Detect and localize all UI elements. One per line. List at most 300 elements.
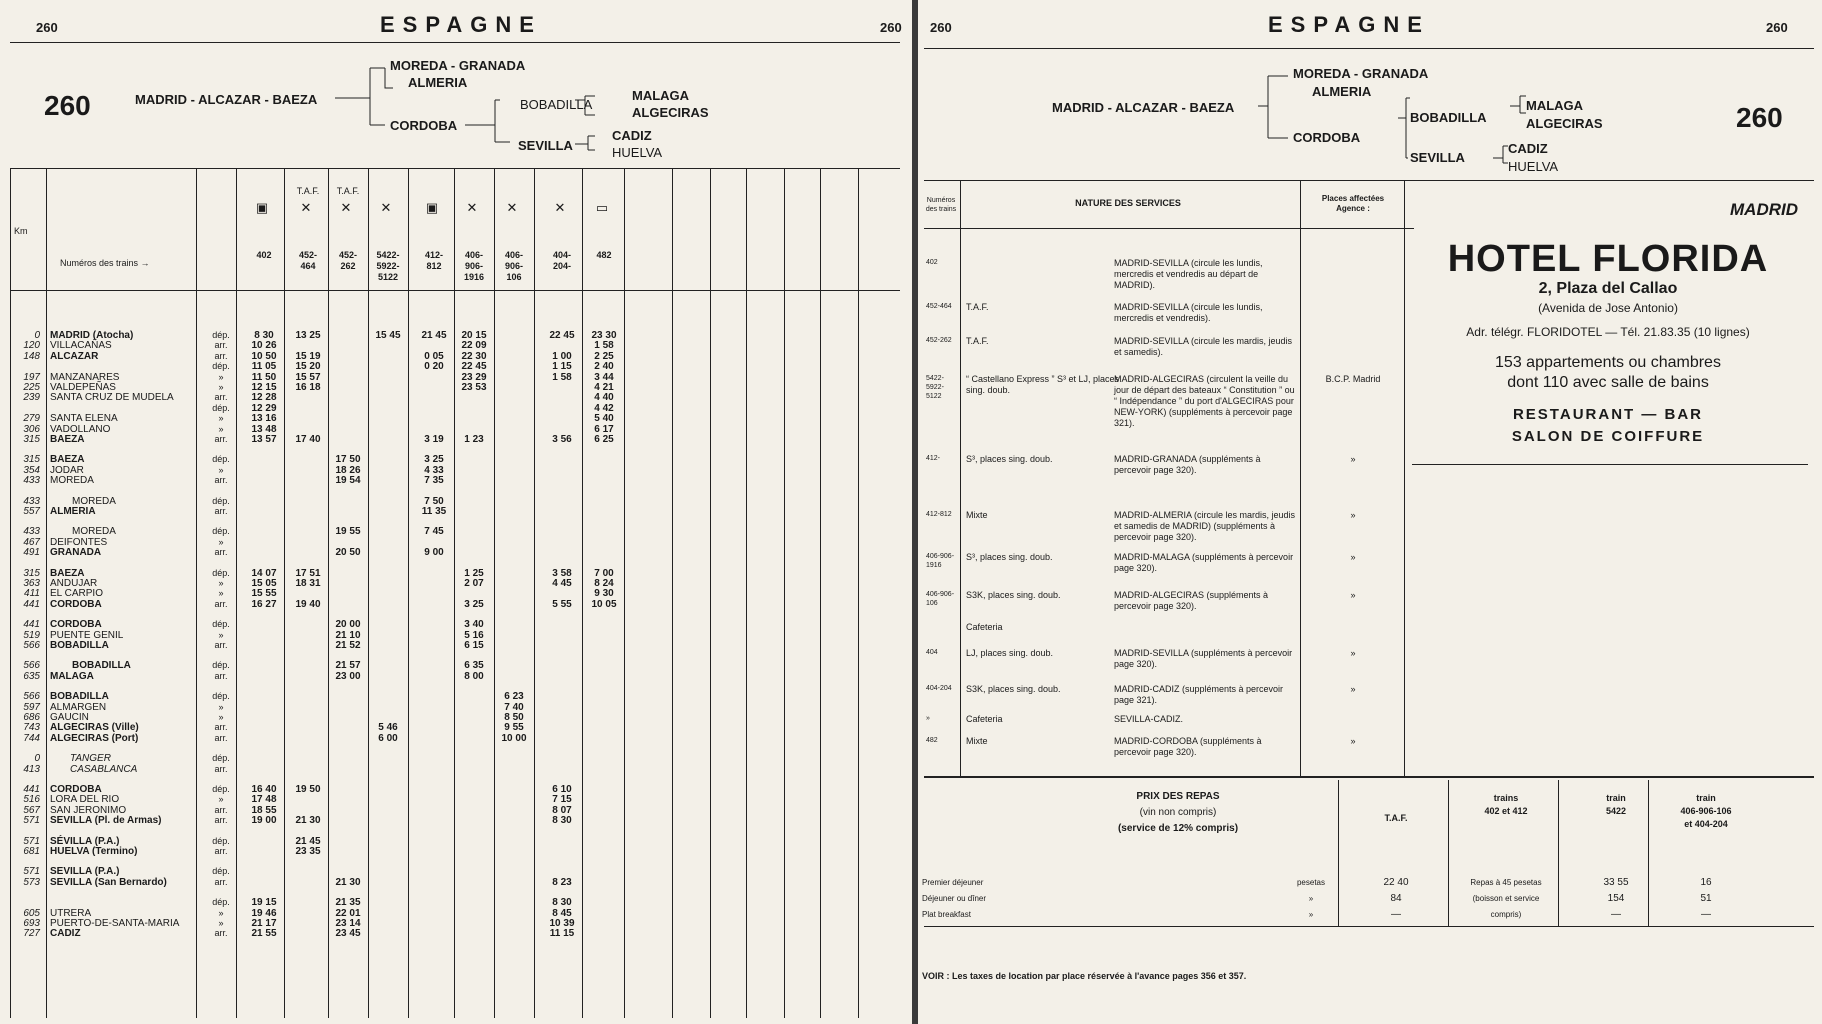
train-time: 12 28 — [251, 392, 277, 404]
table-row — [0, 568, 900, 579]
train-time: 21 35 — [335, 897, 361, 909]
dep-arr: dép. — [212, 330, 230, 340]
km-value: 239 — [23, 392, 40, 404]
km-value: 0 — [34, 753, 40, 765]
station-name: CORDOBA — [50, 784, 102, 795]
station-name: MALAGA — [50, 670, 94, 682]
train-number: 406- 906- 106 — [504, 250, 523, 282]
km-value: 315 — [23, 434, 40, 445]
km-value: 566 — [23, 660, 40, 672]
km-value: 743 — [23, 722, 40, 734]
page-number-left: 260 — [930, 20, 952, 35]
service-train-number: 412-812 — [926, 511, 952, 518]
train-time: 9 30 — [594, 588, 614, 600]
dep-arr: arr. — [214, 732, 228, 743]
col-nature: NATURE DES SERVICES — [1075, 198, 1181, 208]
station-name: PUENTE GENIL — [50, 629, 124, 641]
table-row — [0, 465, 900, 476]
dep-arr: dép. — [212, 402, 230, 413]
dep-arr: dép. — [212, 454, 230, 465]
km-value: 686 — [23, 712, 40, 723]
service-kind: S3K, places sing. doub. — [966, 590, 1061, 600]
dep-arr: dép. — [212, 567, 230, 578]
dep-arr: » — [218, 371, 224, 382]
dep-arr: dép. — [212, 784, 230, 794]
train-number: 482 — [596, 250, 612, 260]
table-row — [0, 764, 900, 775]
station-name: GAUCIN — [50, 712, 89, 723]
train-time: 21 55 — [251, 928, 277, 940]
table-row — [0, 712, 900, 723]
route-almeria: ALMERIA — [408, 75, 468, 90]
train-time: 10 00 — [501, 732, 527, 744]
service-description: SEVILLA-CADIZ. — [1114, 714, 1184, 724]
table-row — [0, 382, 900, 393]
train-time: 18 31 — [295, 578, 321, 589]
train-number: 402 — [256, 250, 272, 260]
dep-arr: dép. — [212, 526, 230, 537]
train-time: 3 56 — [552, 434, 572, 445]
train-time: 15 05 — [251, 578, 277, 589]
station-name: CASABLANCA — [70, 763, 138, 775]
route-algeciras: ALGECIRAS — [632, 105, 709, 120]
train-number: 412- 812 — [424, 250, 443, 271]
station-name: CORDOBA — [50, 619, 102, 631]
train-time: 19 40 — [295, 598, 321, 610]
service-places: » — [1350, 736, 1356, 746]
station-name: VILLACAÑAS — [50, 340, 112, 352]
station-name: ALMARGEN — [50, 701, 107, 713]
station-name: VALDEPEÑAS — [50, 382, 116, 393]
train-time: 7 00 — [594, 567, 614, 579]
dep-arr: » — [218, 918, 224, 928]
train-time: 1 00 — [552, 350, 572, 362]
km-value: 225 — [23, 382, 40, 393]
meal-row-unit: pesetas — [1296, 878, 1326, 887]
train-time: 3 58 — [552, 567, 572, 579]
train-time: 15 57 — [295, 371, 321, 383]
route-malaga: MALAGA — [1526, 98, 1584, 113]
train-time: 1 58 — [594, 340, 614, 352]
dep-arr: dép. — [212, 361, 230, 372]
train-time: 6 23 — [504, 691, 524, 703]
service-kind: Mixte — [966, 510, 988, 520]
header-rule — [10, 42, 900, 43]
meals-note: VOIR : Les taxes de location par place réservée à l'avance pages 356 et 357. — [922, 971, 1247, 981]
train-time: 21 17 — [251, 918, 277, 929]
table-row — [0, 403, 900, 414]
train-time: 8 45 — [552, 907, 572, 919]
train-time: 13 57 — [251, 434, 277, 445]
train-time: 5 40 — [594, 413, 614, 425]
dep-arr: » — [218, 907, 224, 918]
km-value: 306 — [23, 423, 40, 435]
km-value: 197 — [23, 371, 40, 383]
train-time: 23 00 — [335, 670, 361, 682]
dep-arr: arr. — [214, 815, 228, 826]
train-time: 9 00 — [424, 547, 444, 559]
dep-arr: dép. — [212, 897, 230, 908]
dep-arr: arr. — [214, 475, 228, 486]
station-name: JODAR — [50, 464, 84, 476]
meal-price: Repas à 45 pesetas — [1470, 878, 1542, 887]
service-train-number: 452-464 — [926, 303, 952, 310]
table-row — [0, 578, 900, 589]
km-value: 411 — [24, 588, 40, 600]
train-number: 404- 204- — [552, 250, 571, 271]
train-numbers-label: Numéros des trains → — [60, 258, 150, 268]
station-name: BOBADILLA — [50, 640, 109, 651]
service-places: » — [1350, 590, 1356, 600]
service-train-number: 452-262 — [926, 337, 952, 344]
meal-price: compris) — [1490, 910, 1522, 919]
table-row — [0, 815, 900, 826]
meal-price: — — [1611, 909, 1621, 920]
train-time: 6 10 — [552, 784, 572, 795]
train-time: 19 00 — [251, 815, 277, 827]
route-bobadilla: BOBADILLA — [520, 97, 593, 112]
service-description: MADRID-MALAGA (suppléments à percevoir page 320). — [1114, 552, 1294, 573]
taf-label: T.A.F. — [336, 186, 360, 196]
station-name: BOBADILLA — [50, 691, 109, 703]
route-main: MADRID - ALCAZAR - BAEZA — [135, 92, 318, 107]
station-name: ALGECIRAS (Ville) — [50, 722, 139, 734]
train-time: 17 50 — [335, 454, 361, 466]
service-places: » — [1350, 454, 1356, 464]
train-time: 3 44 — [594, 371, 614, 383]
dep-arr: » — [218, 413, 224, 424]
dep-arr: » — [218, 423, 224, 434]
meal-service-icon: ✕ — [300, 200, 312, 215]
station-name: EL CARPIO — [50, 588, 103, 600]
train-time: 0 05 — [424, 350, 444, 362]
train-time: 7 40 — [504, 701, 524, 713]
service-train-number: 482 — [926, 737, 938, 744]
km-value: 571 — [23, 835, 40, 847]
table-row — [0, 599, 900, 610]
train-time: 7 45 — [424, 526, 444, 538]
train-time: 7 35 — [424, 475, 444, 487]
train-time: 8 07 — [552, 804, 572, 816]
service-description: MADRID-SEVILLA (circule les lundis, mercredis et vendredis). — [1114, 302, 1263, 323]
station-name: LORA DEL RIO — [50, 794, 120, 806]
dep-arr: » — [218, 536, 224, 547]
km-value: 571 — [23, 815, 40, 827]
train-number: 452- 262 — [338, 250, 357, 271]
train-time: 8 23 — [552, 876, 572, 888]
train-time: 6 25 — [594, 434, 614, 445]
table-row — [0, 506, 900, 517]
page-number: 260 — [36, 20, 58, 35]
km-value: 566 — [23, 691, 40, 703]
dep-arr: arr. — [214, 350, 228, 361]
meal-service-icon: ✕ — [340, 200, 352, 215]
table-row — [0, 640, 900, 651]
station-name: ALCAZAR — [50, 350, 99, 362]
train-time: 12 29 — [251, 402, 277, 414]
meal-service-icon: ✕ — [380, 200, 392, 215]
meal-price: — — [1701, 909, 1711, 920]
station-name: SAN JERONIMO — [50, 804, 127, 816]
meal-price: (boisson et service — [1472, 894, 1540, 903]
route-algeciras: ALGECIRAS — [1526, 116, 1603, 131]
station-name: ANDUJAR — [50, 578, 98, 589]
route-malaga: MALAGA — [632, 88, 690, 103]
train-time: 8 24 — [594, 578, 614, 589]
km-value: 467 — [23, 536, 40, 548]
service-train-number: 406-906-1916 — [926, 553, 955, 569]
train-time: 21 30 — [335, 876, 361, 888]
meal-row-label: Premier déjeuner — [922, 878, 984, 887]
table-row — [0, 897, 900, 908]
route-bracket-lines — [1258, 68, 1538, 168]
train-time: 17 51 — [295, 567, 321, 579]
train-time: 16 40 — [251, 784, 277, 795]
meal-price: 154 — [1607, 893, 1625, 904]
table-row — [0, 392, 900, 403]
dep-arr: arr. — [214, 804, 228, 815]
meal-price: 16 — [1700, 877, 1712, 888]
km-value: 597 — [23, 701, 40, 713]
table-row — [0, 526, 900, 537]
train-time: 13 25 — [295, 330, 321, 341]
train-time: 4 42 — [594, 402, 614, 414]
country-title: ESPAGNE — [380, 12, 542, 37]
hotel-address2: (Avenida de Jose Antonio) — [1538, 301, 1678, 315]
km-value: 433 — [23, 495, 40, 507]
km-value: 605 — [23, 907, 40, 919]
km-value: 519 — [23, 629, 40, 641]
train-time: 22 09 — [461, 340, 487, 352]
service-train-number: 404-204 — [926, 685, 952, 692]
km-value: 433 — [23, 475, 40, 487]
restaurant-car-icon: ▣ — [425, 200, 439, 215]
train-time: 10 50 — [251, 350, 277, 362]
hotel-telegram: Adr. télégr. FLORIDOTEL — Tél. 21.83.35 (10 lignes) — [1466, 325, 1750, 339]
dep-arr: dép. — [212, 753, 230, 764]
train-time: 2 07 — [464, 578, 484, 589]
train-time: 0 20 — [424, 361, 444, 373]
meal-service-icon: ▭ — [595, 200, 609, 215]
meal-price: 22 40 — [1383, 877, 1409, 888]
train-time: 21 45 — [421, 330, 447, 341]
km-value: 491 — [23, 547, 40, 559]
table-row — [0, 702, 900, 713]
route-bobadilla: BOBADILLA — [1410, 110, 1487, 125]
service-description: MADRID-ALGECIRAS (circulent la veille du jour de départ des bateaux “ Constitution ” ou “ Indépendance ” du port d'ALGECIRAS pour NEW-YORK) (suppléments à percevoir page 321). — [1114, 374, 1295, 428]
station-name: SEVILLA (Pl. de Armas) — [50, 815, 162, 827]
dep-arr: arr. — [214, 640, 228, 650]
train-time: 11 35 — [421, 506, 447, 517]
train-time: 18 55 — [251, 804, 277, 816]
station-name: PUERTO-DE-SANTA-MARIA — [50, 918, 180, 929]
dep-arr: » — [218, 464, 224, 475]
station-name: MOREDA — [72, 495, 116, 507]
service-kind: S³, places sing. doub. — [966, 454, 1053, 464]
train-time: 13 48 — [251, 423, 277, 435]
dep-arr: arr. — [214, 340, 228, 351]
station-name: SÉVILLA (P.A.) — [50, 835, 120, 847]
route-cordoba: CORDOBA — [1293, 130, 1361, 145]
service-kind: Cafeteria — [966, 622, 1003, 632]
dep-arr: » — [218, 712, 224, 722]
table-row — [0, 722, 900, 733]
dep-arr: dép. — [212, 495, 230, 506]
km-value: 315 — [23, 567, 40, 579]
dep-arr: arr. — [214, 722, 228, 733]
table-row — [0, 691, 900, 702]
right-page — [918, 0, 1822, 1024]
train-time: 6 00 — [378, 732, 398, 744]
route-huelva: HUELVA — [612, 145, 663, 160]
dep-arr: arr. — [214, 876, 228, 887]
table-row — [0, 753, 900, 764]
km-value: 0 — [34, 330, 40, 341]
km-value: 744 — [23, 732, 40, 744]
train-time: 23 53 — [461, 382, 487, 393]
route-huelva: HUELVA — [1508, 159, 1559, 174]
dep-arr: arr. — [214, 434, 228, 444]
table-row — [0, 794, 900, 805]
train-time: 1 15 — [552, 361, 572, 373]
train-time: 5 16 — [464, 629, 484, 641]
service-train-number: 404 — [926, 649, 938, 656]
table-row — [0, 866, 900, 877]
service-description: MADRID-CORDOBA (suppléments à percevoir page 320). — [1114, 736, 1262, 757]
train-time: 20 15 — [461, 330, 487, 341]
train-time: 10 39 — [549, 918, 575, 929]
hotel-services1: RESTAURANT — BAR — [1512, 406, 1704, 423]
service-train-number: 406-906-106 — [926, 591, 955, 607]
table-row — [0, 454, 900, 465]
train-time: 22 01 — [335, 907, 361, 919]
service-kind: S3K, places sing. doub. — [966, 684, 1061, 694]
service-kind: Mixte — [966, 736, 988, 746]
dep-arr: arr. — [214, 598, 228, 609]
km-value: 433 — [23, 526, 40, 538]
km-value: 315 — [23, 454, 40, 466]
train-time: 19 54 — [335, 475, 361, 487]
table-row — [0, 846, 900, 857]
service-description: MADRID-GRANADA (suppléments à percevoir page 320). — [1114, 454, 1261, 475]
station-name: SANTA CRUZ DE MUDELA — [50, 392, 174, 404]
meal-price: 33 55 — [1603, 877, 1629, 888]
service-description: MADRID-ALGECIRAS (suppléments à percevoir page 320). — [1114, 590, 1269, 611]
meal-col-header: train 406-906-106 et 404-204 — [1680, 793, 1732, 829]
train-time: 23 45 — [335, 928, 361, 940]
meal-row-label: Plat breakfast — [922, 910, 971, 919]
km-value: 441 — [23, 784, 40, 795]
route-cadiz: CADIZ — [612, 128, 652, 143]
hotel-services2: SALON DE COIFFURE — [1511, 428, 1705, 445]
dep-arr: » — [218, 588, 224, 599]
km-value: 571 — [23, 866, 40, 878]
table-row — [0, 877, 900, 888]
train-time: 22 45 — [461, 361, 487, 373]
dep-arr: arr. — [214, 392, 228, 403]
col-numeros: Numéros des trains — [925, 197, 957, 213]
meals-sub2: (service de 12% compris) — [1117, 823, 1239, 834]
col-places: Places affectées Agence : — [1321, 194, 1385, 213]
train-time: 15 55 — [251, 588, 277, 600]
dep-arr: arr. — [214, 928, 228, 939]
dep-arr: arr. — [214, 547, 228, 558]
table-row — [0, 496, 900, 507]
table-number: 260 — [44, 90, 91, 121]
train-time: 3 19 — [424, 434, 444, 445]
meal-row-unit: » — [1308, 894, 1314, 903]
train-time: 20 00 — [335, 619, 361, 631]
train-time: 8 30 — [552, 815, 572, 827]
dep-arr: » — [218, 382, 224, 392]
station-name: CORDOBA — [50, 598, 102, 610]
train-number: 5422- 5922- 5122 — [376, 250, 400, 282]
dep-arr: dép. — [212, 619, 230, 630]
train-time: 7 15 — [552, 794, 572, 806]
meals-title: PRIX DES REPAS — [1136, 791, 1220, 802]
page-number-right: 260 — [880, 20, 902, 35]
train-time: 1 23 — [464, 434, 484, 445]
km-value: 573 — [23, 876, 40, 888]
service-places: » — [1350, 510, 1356, 520]
km-value: 566 — [23, 640, 40, 651]
meal-price: — — [1391, 909, 1401, 920]
train-time: 3 40 — [464, 619, 484, 631]
station-name: BAEZA — [50, 434, 85, 445]
station-name: BAEZA — [50, 567, 85, 579]
train-time: 6 15 — [464, 640, 484, 651]
km-value: 354 — [23, 464, 40, 476]
hotel-rooms1: 153 appartements ou chambres — [1495, 354, 1721, 371]
table-row — [0, 928, 900, 939]
train-time: 16 18 — [295, 382, 321, 393]
hotel-name: HOTEL FLORIDA — [1447, 238, 1769, 280]
train-time: 17 40 — [295, 434, 321, 445]
table-row — [0, 671, 900, 682]
station-name: UTRERA — [50, 907, 92, 919]
service-description: MADRID-SEVILLA (circule les lundis, mercredis et vendredis au départ de MADRID). — [1114, 258, 1263, 290]
dep-arr: » — [218, 629, 224, 640]
hotel-address: 2, Plaza del Callao — [1538, 280, 1678, 297]
train-time: 9 55 — [504, 722, 524, 734]
meal-col-header: T.A.F. — [1384, 813, 1408, 823]
km-value: 557 — [23, 506, 40, 517]
meal-service-icon: ✕ — [506, 200, 518, 215]
train-time: 15 19 — [295, 350, 321, 362]
table-row — [0, 908, 900, 919]
meal-service-icon: ✕ — [466, 200, 478, 215]
train-time: 23 14 — [335, 918, 361, 929]
km-value: 413 — [23, 763, 40, 775]
km-value: 635 — [23, 670, 40, 682]
train-time: 6 17 — [594, 423, 614, 435]
route-moreda-granada: MOREDA - GRANADA — [1293, 66, 1429, 81]
table-row — [0, 413, 900, 424]
train-time: 3 25 — [464, 598, 484, 610]
station-name: BOBADILLA — [72, 660, 131, 672]
km-value: 516 — [23, 794, 40, 806]
table-row — [0, 836, 900, 847]
train-time: 11 15 — [549, 928, 575, 940]
service-kind: T.A.F. — [966, 302, 989, 312]
km-value: 681 — [23, 846, 40, 857]
table-row — [0, 733, 900, 744]
station-name: MANZANARES — [50, 371, 120, 383]
dep-arr: arr. — [214, 763, 228, 774]
service-description: MADRID-SEVILLA (suppléments à percevoir page 320). — [1114, 648, 1293, 669]
train-time: 2 40 — [594, 361, 614, 373]
train-time: 8 00 — [464, 670, 484, 682]
